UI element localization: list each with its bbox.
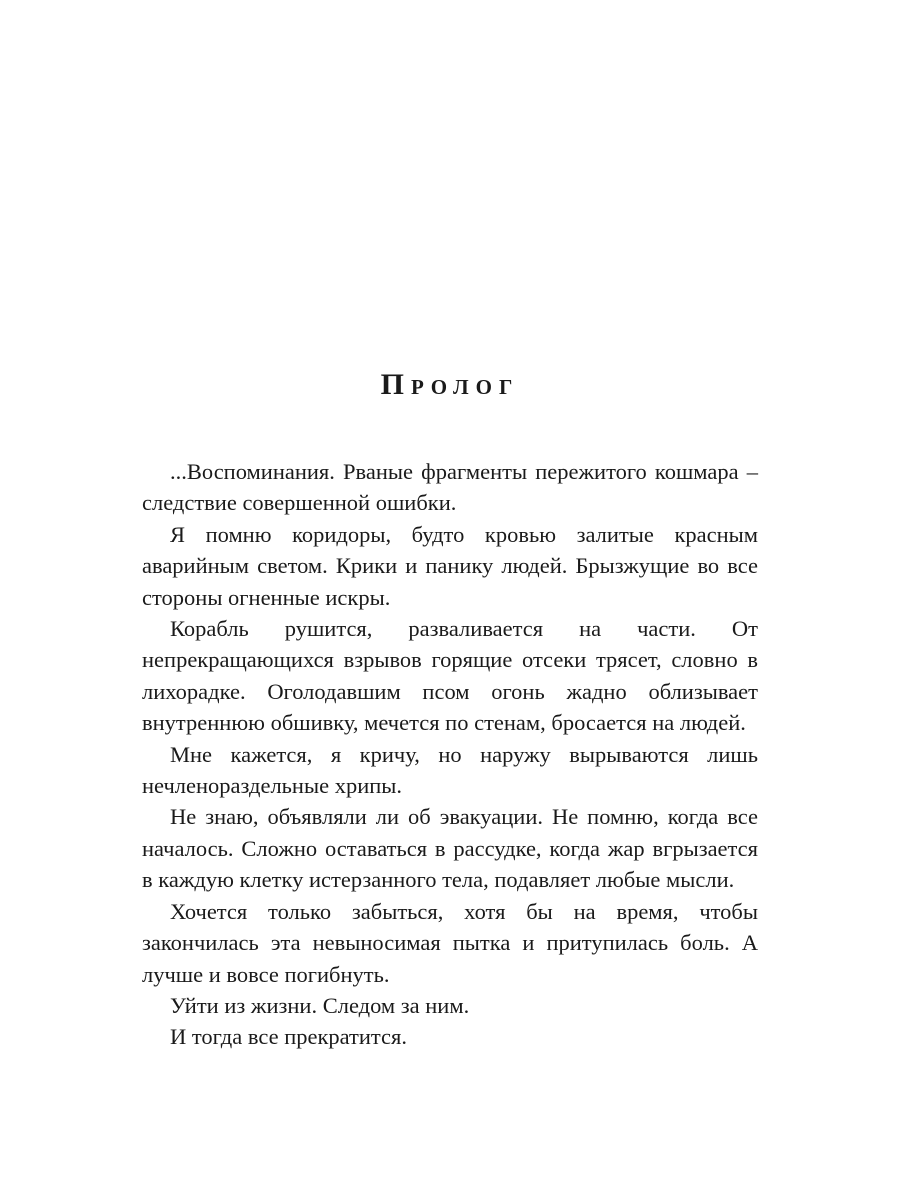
chapter-title: Пролог: [380, 368, 520, 401]
paragraph: Корабль рушится, разваливается на части. От непрекращающихся взрывов горящие отсеки трясет, словно в лихорадке. Оголодавшим псом огонь жадно облизывает внутреннюю обшивку, мечется по стенам, бросается на людей.: [142, 616, 758, 736]
paragraph: Хочется только забыться, хотя бы на время, чтобы закончилась эта невыносимая пытка и притупилась боль. А лучше и вовсе погибнуть.: [142, 898, 758, 987]
paragraph: Мне кажется, я кричу, но наружу вырываются лишь нечленораздельные хрипы.: [142, 741, 758, 799]
paragraph: Не знаю, объявляли ли об эвакуации. Не помню, когда все началось. Сложно оставаться в рассудке, когда жар вгрызается в каждую клетку истерзанного тела, подавляет любые мысли.: [142, 804, 758, 893]
paragraph: Я помню коридоры, будто кровью залитые красным аварийным светом. Крики и панику людей. Брызжущие во все стороны огненные искры.: [142, 521, 758, 610]
paragraph: Уйти из жизни. Следом за ним.: [170, 992, 470, 1018]
chapter-text: [142, 456, 758, 1053]
paragraph: ...Воспоминания. Рваные фрагменты пережитого кошмара – следствие совершенной ошибки.: [142, 459, 758, 516]
paragraph: И тогда все прекратится.: [170, 1024, 407, 1050]
